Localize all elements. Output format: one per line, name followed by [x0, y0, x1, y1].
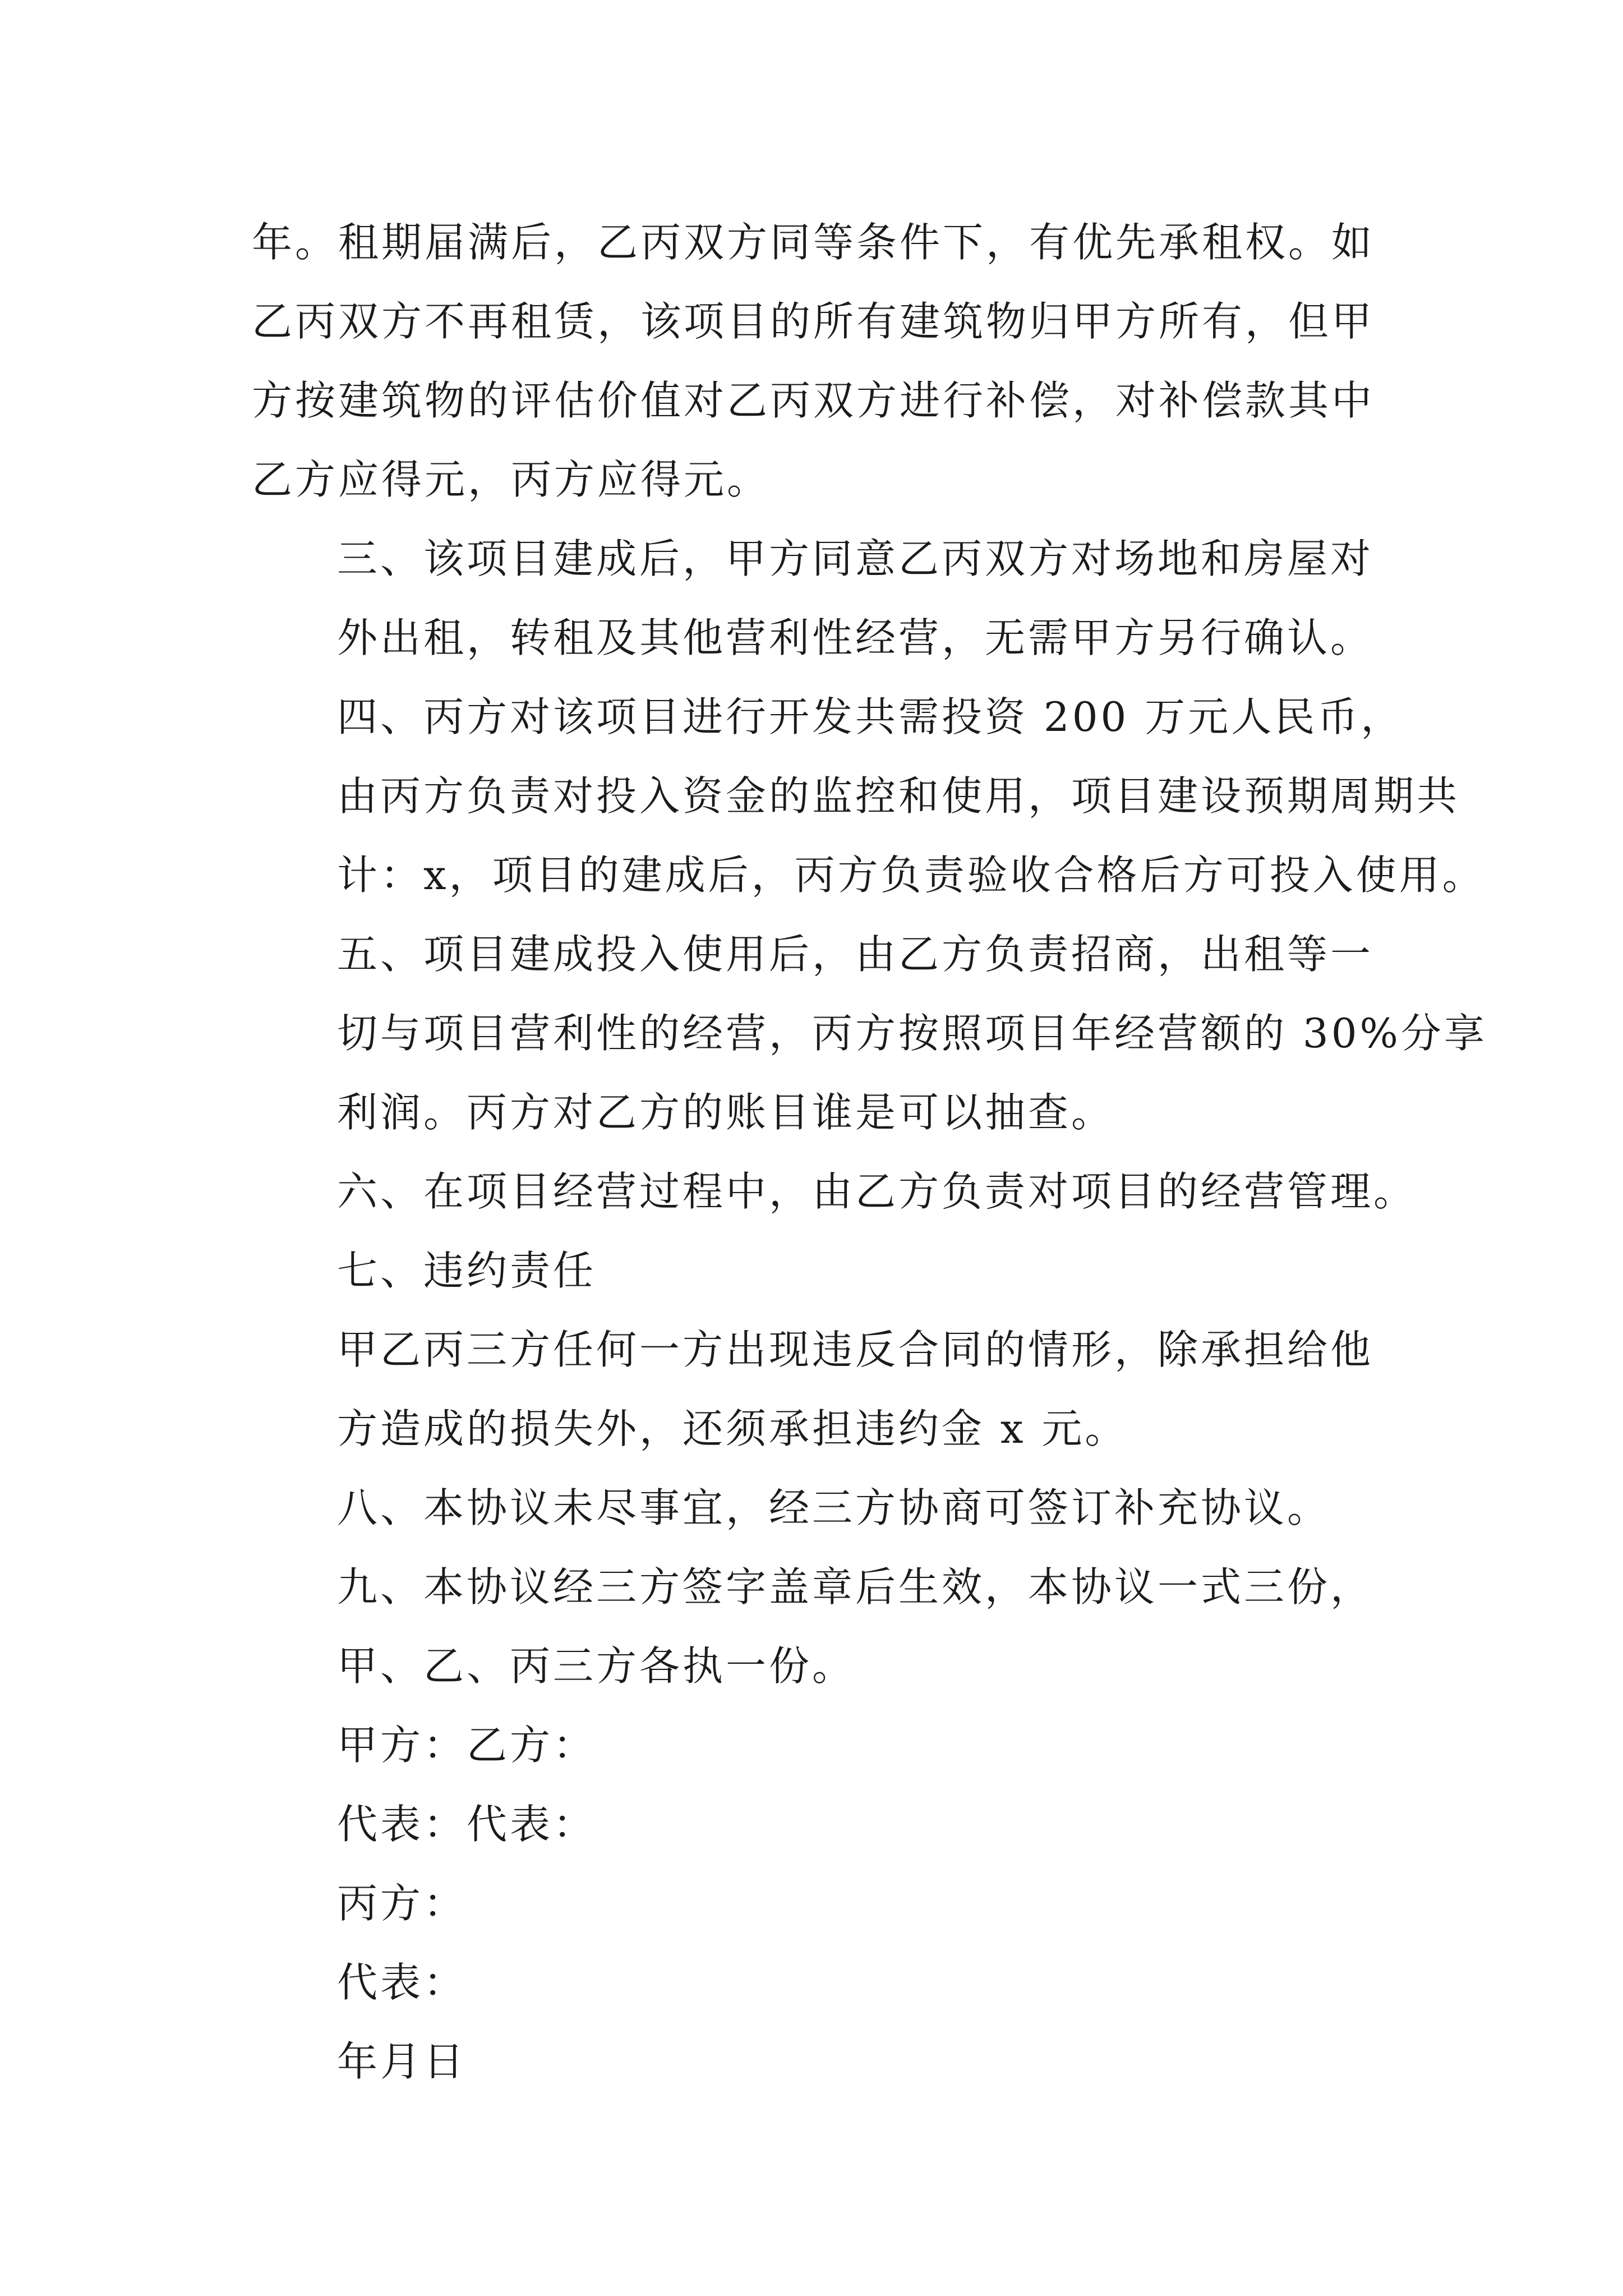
document-paragraph — [252, 2022, 1373, 2101]
document-paragraph — [252, 1864, 1373, 1943]
text-line: 年。租期届满后，乙丙双方同等条件下，有优先承租权。如 — [252, 219, 1375, 266]
document-paragraph — [252, 915, 1487, 1152]
document-paragraph — [252, 519, 1373, 678]
text-line: 由丙方负责对投入资金的监控和使用，项目建设预期周期共 — [337, 772, 1460, 820]
document-paragraph — [252, 678, 1486, 915]
document-paragraph — [252, 1152, 1417, 1231]
text-line: 八、本协议未尽事宜，经三方协商可签订补充协议。 — [337, 1484, 1331, 1531]
document-paragraph — [252, 203, 1373, 519]
text-line: 九、本协议经三方签字盖章后生效，本协议一式三份， — [337, 1563, 1374, 1611]
text-line: 甲方：乙方： — [337, 1722, 597, 1769]
document-paragraph — [252, 1785, 1373, 1864]
document-paragraph — [252, 1310, 1373, 1469]
text-line: 甲、乙、丙三方各执一份。 — [337, 1642, 856, 1690]
text-line: 方造成的损失外，还须承担违约金 x 元。 — [337, 1405, 1128, 1452]
document-paragraph — [252, 1231, 1373, 1310]
text-line: 七、违约责任 — [337, 1247, 597, 1294]
text-line: 方按建筑物的评估价值对乙丙双方进行补偿，对补偿款其中 — [252, 377, 1375, 424]
document-paragraph — [252, 1548, 1373, 1706]
text-line: 三、该项目建成后，甲方同意乙丙双方对场地和房屋对 — [337, 535, 1374, 582]
text-line: 计：x，项目的建成后，丙方负责验收合格后方可投入使用。 — [337, 852, 1486, 899]
document-paragraph — [252, 1706, 1373, 1785]
document-paragraph — [252, 1469, 1373, 1548]
text-line: 乙丙双方不再租赁，该项目的所有建筑物归甲方所有，但甲 — [252, 298, 1375, 345]
text-line: 切与项目营利性的经营，丙方按照项目年经营额的 30%分享 — [337, 1010, 1487, 1057]
text-line: 年月日 — [337, 2038, 467, 2085]
text-line: 利润。丙方对乙方的账目谁是可以抽查。 — [337, 1089, 1115, 1136]
text-line: 五、项目建成投入使用后，由乙方负责招商，出租等一 — [337, 931, 1374, 978]
text-line: 代表：代表： — [337, 1801, 597, 1848]
text-line: 乙方应得元，丙方应得元。 — [252, 456, 771, 503]
text-line: 甲乙丙三方任何一方出现违反合同的情形，除承担给他 — [337, 1326, 1374, 1373]
text-line: 六、在项目经营过程中，由乙方负责对项目的经营管理。 — [337, 1168, 1417, 1215]
text-line: 外出租，转租及其他营利性经营，无需甲方另行确认。 — [337, 614, 1374, 661]
document-paragraph — [252, 1943, 1373, 2022]
document-body — [252, 203, 1487, 2101]
text-line: 丙方： — [337, 1880, 467, 1927]
text-line: 四、丙方对该项目进行开发共需投资 200 万元人民币， — [337, 693, 1404, 740]
text-line: 代表： — [337, 1959, 467, 2006]
